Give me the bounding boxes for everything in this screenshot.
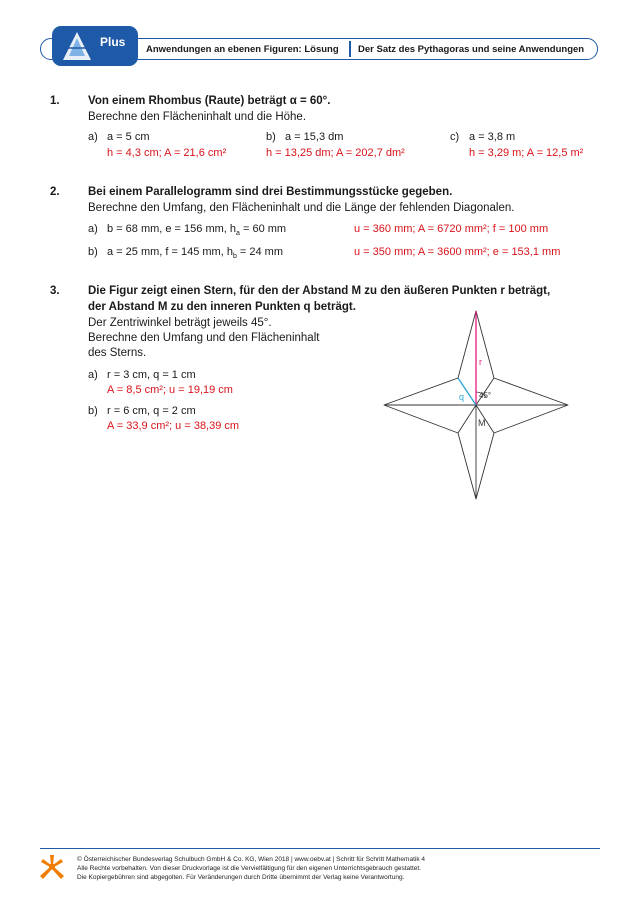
exercise-2-number: 2.: [50, 186, 60, 198]
exercise-3-task-line3: des Sterns.: [88, 347, 147, 359]
footer-line-3: Die Kopiergebühren sind abgegolten. Für Veränderungen durch Dritte übernimmt der Verlag keine Verantwortung.: [77, 874, 405, 881]
ex2-a-answer: u = 360 mm; A = 6720 mm²; f = 100 mm: [354, 223, 549, 235]
ex1-c-label: c): [450, 131, 460, 143]
ex3-b-given: r = 6 cm, q = 2 cm: [107, 405, 196, 417]
label-m: M: [478, 418, 486, 428]
star-spoke-sw: [458, 405, 476, 433]
ex3-a-given: r = 3 cm, q = 1 cm: [107, 369, 196, 381]
footer-line-1: © Österreichischer Bundesverlag Schulbuch GmbH & Co. KG, Wien 2018 | www.oebv.at | Schritt für Schritt Mathematik 4: [77, 856, 425, 863]
ex2-b-answer: u = 350 mm; A = 3600 mm²; e = 153,1 mm: [354, 246, 561, 258]
exercise-1-title: Von einem Rhombus (Raute) beträgt α = 60°.: [88, 95, 331, 107]
ex1-a-given: a = 5 cm: [107, 131, 150, 143]
plus-logo: [52, 26, 138, 66]
ex1-a-label: a): [88, 131, 98, 143]
star-figure: [380, 305, 575, 505]
ex1-b-answer: h = 13,25 dm; A = 202,7 dm²: [266, 147, 405, 159]
logo-label: Plus: [100, 35, 126, 49]
header-left-title: Anwendungen an ebenen Figuren: Lösung: [146, 44, 339, 55]
ex1-c-answer: h = 3,29 m; A = 12,5 m²: [469, 147, 584, 159]
exercise-1-task: Berechne den Flächeninhalt und die Höhe.: [88, 111, 307, 123]
ex1-a-answer: h = 4,3 cm; A = 21,6 cm²: [107, 147, 227, 159]
ex3-b-label: b): [88, 405, 98, 417]
exercise-2-task: Berechne den Umfang, den Flächeninhalt und die Länge der fehlenden Diagonalen.: [88, 202, 515, 214]
label-angle: 45°: [479, 391, 492, 400]
footer-rule: [40, 848, 600, 849]
oebv-logo-icon: [40, 854, 64, 882]
ex3-b-answer: A = 33,9 cm²; u = 38,39 cm: [107, 420, 240, 432]
exercise-3-task-line1: Der Zentriwinkel beträgt jeweils 45°.: [88, 317, 272, 329]
label-q: q: [459, 392, 465, 402]
ex3-a-label: a): [88, 369, 98, 381]
exercise-1-number: 1.: [50, 95, 60, 107]
ex3-a-answer: A = 8,5 cm²; u = 19,19 cm: [107, 384, 233, 396]
exercise-3-task-line2: Berechne den Umfang und den Flächeninhalt: [88, 332, 320, 344]
label-r: r: [479, 357, 482, 367]
ex2-b-label: b): [88, 246, 98, 258]
ex1-b-label: b): [266, 131, 276, 143]
ex2-b-given: a = 25 mm, f = 145 mm, $h_b = 24$ mm: [107, 246, 284, 261]
header-divider: [349, 41, 351, 57]
exercise-3-title-line1: Die Figur zeigt einen Stern, für den der Abstand M zu den äußeren Punkten r beträgt,: [88, 285, 551, 297]
exercise-3-title-line2: der Abstand M zu den inneren Punkten q beträgt.: [88, 301, 356, 313]
exercise-3-number: 3.: [50, 285, 60, 297]
ex2-a-label: a): [88, 223, 98, 235]
header-right-title: Der Satz des Pythagoras und seine Anwendungen: [358, 44, 585, 55]
ex1-b-given: a = 15,3 dm: [285, 131, 344, 143]
ex1-c-given: a = 3,8 m: [469, 131, 516, 143]
exercise-2-title: Bei einem Parallelogramm sind drei Bestimmungsstücke gegeben.: [88, 186, 453, 198]
ex2-a-given: b = 68 mm, e = 156 mm, $h_a = 60$ mm: [107, 223, 287, 238]
footer-line-2: Alle Rechte vorbehalten. Von dieser Druckvorlage ist die Vervielfältigung für den eigenen Unterrichtsgebrauch gestattet.: [77, 865, 421, 872]
